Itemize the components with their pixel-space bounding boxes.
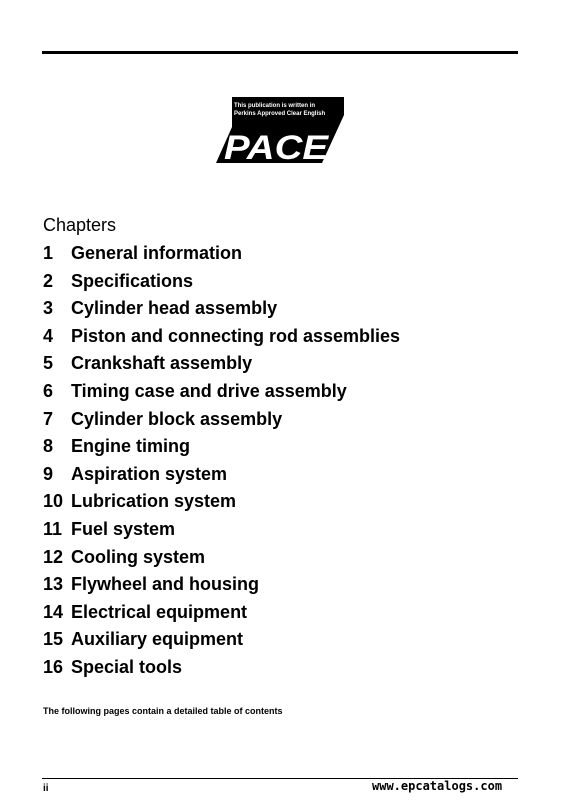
chapter-title: Specifications xyxy=(71,270,194,291)
chapter-title: Auxiliary equipment xyxy=(71,629,244,650)
top-rule xyxy=(42,51,518,54)
logo-line-1: This publication is written in xyxy=(234,103,316,109)
chapter-number: 14 xyxy=(43,601,64,622)
chapter-title: Aspiration system xyxy=(71,463,228,484)
chapter-number: 13 xyxy=(43,574,64,595)
chapter-number: 1 xyxy=(43,243,54,263)
pace-wordmark: PACE xyxy=(224,129,330,165)
chapter-number: 7 xyxy=(43,408,54,429)
chapter-number: 8 xyxy=(43,436,54,457)
chapter-title: Crankshaft assembly xyxy=(71,353,253,374)
pace-logo xyxy=(216,97,346,165)
chapter-title: Timing case and drive assembly xyxy=(71,380,347,401)
chapter-title: Cylinder head assembly xyxy=(71,298,278,319)
chapter-title: Cylinder block assembly xyxy=(71,408,283,429)
chapter-number: 16 xyxy=(43,656,64,677)
chapter-title: Engine timing xyxy=(71,436,190,457)
logo-line-2: Perkins Approved Clear English xyxy=(234,111,326,117)
chapter-title: Flywheel and housing xyxy=(71,574,260,595)
chapter-number: 4 xyxy=(43,325,54,346)
chapter-title: Piston and connecting rod assemblies xyxy=(71,325,401,346)
chapter-title: Fuel system xyxy=(71,518,176,539)
chapter-number: 9 xyxy=(43,463,54,484)
chapter-number: 6 xyxy=(43,380,54,401)
chapter-number: 5 xyxy=(43,353,54,374)
chapter-number: 15 xyxy=(43,629,64,650)
chapter-title: Special tools xyxy=(71,656,183,677)
chapter-title: General information xyxy=(71,243,243,263)
page-number: ii xyxy=(43,783,49,794)
chapter-number: 10 xyxy=(43,491,64,512)
chapter-title: Electrical equipment xyxy=(71,601,248,622)
chapter-number: 3 xyxy=(43,298,54,319)
footnote: The following pages contain a detailed table of contents xyxy=(43,706,283,716)
chapter-title: Cooling system xyxy=(71,546,206,567)
chapter-title: Lubrication system xyxy=(71,491,237,512)
chapter-number: 11 xyxy=(43,518,63,539)
chapters-heading: Chapters xyxy=(43,215,117,235)
chapter-number: 12 xyxy=(43,546,64,567)
chapter-number: 2 xyxy=(43,270,54,291)
watermark: www.epcatalogs.com xyxy=(372,779,503,793)
